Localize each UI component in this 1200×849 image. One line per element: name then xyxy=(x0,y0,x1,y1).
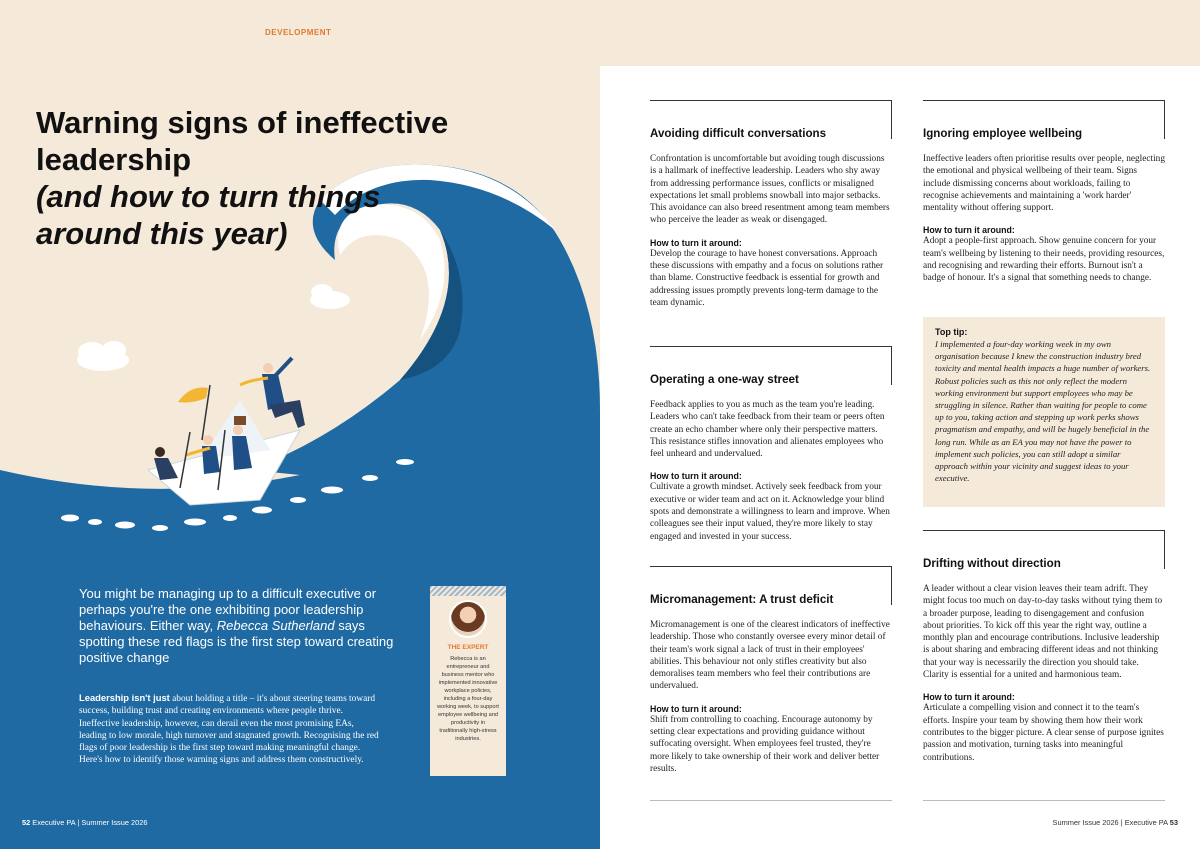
column-end-rule xyxy=(650,800,892,801)
article-column-right-2 xyxy=(923,530,1165,764)
intro-standfirst xyxy=(79,586,399,666)
folio-right-text: Summer Issue 2026 | Executive PA xyxy=(1052,818,1168,827)
section-body: A leader without a clear vision leaves their team adrift. They might focus too much on day-to-day tasks without tying them to a broader purpose, leading to disengagement and confusion about priorities. To kick off this year the right way, outline a monthly plan and encourage contributions. Inclusive leadership is about sharing and embracing different ideas and not thinking that your way is necessarily the direction you should take. Clarity is essential for a united and harmonious team. xyxy=(923,584,1163,681)
section-heading: Operating a one-way street xyxy=(650,373,799,386)
how-text: Develop the courage to have honest conversations. Approach these discussions with empathy and a focus on solutions rather than blame. Constructive feedback is essential for growth and addressing issues promptly prevents long-term damage to the team dynamic. xyxy=(650,248,884,308)
section-tag: DEVELOPMENT xyxy=(265,28,332,37)
flag-icon xyxy=(178,385,210,440)
article-column-left-2 xyxy=(650,346,892,543)
cloud-icon xyxy=(77,284,350,371)
section-heading: Ignoring employee wellbeing xyxy=(923,127,1083,140)
folio-right-page: 53 xyxy=(1169,818,1178,827)
how-text: Articulate a compelling vision and connect it to the team's efforts. Inspire your team by showing them how their work contributes to the bigger picture. A clear sense of purpose ignites passion and motivation, turning tasks into meaningful contributions. xyxy=(923,703,1164,763)
folio-left-page: 52 xyxy=(22,818,31,827)
briefcase-icon xyxy=(234,416,246,425)
intro-author: Rebecca Sutherland xyxy=(216,618,335,633)
how-label: How to turn it around: xyxy=(923,692,1015,703)
how-label: How to turn it around: xyxy=(650,703,742,714)
avatar xyxy=(449,600,487,638)
page-title xyxy=(36,104,456,252)
how-label: How to turn it around: xyxy=(923,225,1015,236)
section-rule xyxy=(650,346,892,386)
how-label: How to turn it around: xyxy=(650,471,742,482)
section-rule xyxy=(650,100,892,140)
section-rule xyxy=(923,530,1165,570)
section-micromanagement xyxy=(650,566,892,775)
top-tip-text: I implemented a four-day working week in my own organisation because I knew the construction industry bred toxicity and mental health impacts a huge number of workers. Robust policies such as this not only reflect the modern working environment but support employees who may be struggling in silence. Rather than waiting for people to come up to you, taking action and stepping up work perks shows pragmatism and empathy, and will be hugely beneficial in the long run. While as an EA you may not have the power to implement such policies, you can still adopt a similar approach within your vicinity and suggest ideas to your executive. xyxy=(935,339,1151,484)
section-body: Micromanagement is one of the clearest indicators of ineffective leadership. Those who constantly oversee every minor detail of their team's work signal a lack of trust in their employees' abilities. This behaviour not only stifles creativity but also demoralises team members who feel their contributions are undervalued. xyxy=(650,620,890,692)
headline-italic: (and how to turn things around this year) xyxy=(36,179,381,251)
section-heading: Avoiding difficult conversations xyxy=(650,127,827,140)
body-lead: Leadership isn't just xyxy=(79,692,170,703)
intro-part1: You might be managing up to a difficult executive or perhaps you're the one exhibiting poor leadership behaviours. Either way, xyxy=(79,586,377,633)
how-text: Shift from controlling to coaching. Encourage autonomy by setting clear expectations and providing guidance without suffocating oversight. When employees feel trusted, they're more likely to take ownership of their work and deliver better results. xyxy=(650,714,880,774)
how-label: How to turn it around: xyxy=(650,237,742,248)
article-column-left xyxy=(650,100,892,309)
headline-main: Warning signs of ineffective leadership xyxy=(36,105,449,177)
section-heading: Drifting without direction xyxy=(923,557,1061,570)
expert-label: THE EXPERT xyxy=(447,644,489,651)
section-avoiding-difficult-conversations xyxy=(650,100,892,309)
section-rule xyxy=(923,100,1165,140)
folio-left-text: Executive PA | Summer Issue 2026 xyxy=(32,818,148,827)
section-drifting-without-direction xyxy=(923,530,1165,764)
column-end-rule xyxy=(923,800,1165,801)
section-body: Feedback applies to you as much as the team you're leading. Leaders who can't take feedback from their team or peers often create an echo chamber where only their perspective matters. This resistance stifles innovation and alienates employees who feel unheard and undervalued. xyxy=(650,400,885,460)
expert-bio: Rebecca is an entrepreneur and business mentor who implemented innovative workplace policies, including a four-day working week, to support employee wellbeing and productivity in traditionally high-stress industries. xyxy=(437,656,499,742)
folio-right xyxy=(1053,818,1178,827)
article-column-left-3 xyxy=(650,566,892,775)
top-tip-box xyxy=(923,317,1165,507)
intro-body xyxy=(79,692,379,767)
section-body: Ineffective leaders often prioritise results over people, neglecting the emotional and physical wellbeing of their team. Signs include dismissing concerns about workloads, failing to recognise achievements and maintaining a 'work harder' mentality without offering support. xyxy=(923,154,1165,214)
section-rule xyxy=(650,566,892,606)
folio-left xyxy=(22,818,147,827)
top-tip-label: Top tip: xyxy=(935,327,968,337)
expert-card-stripes xyxy=(430,586,506,596)
how-text: Adopt a people-first approach. Show genuine concern for your team's wellbeing by listening to their needs, providing resources, and recognising and rewarding their efforts. Burnout isn't a badge of honour. It's a signal that something needs to change. xyxy=(923,236,1165,284)
expert-card xyxy=(430,586,506,776)
section-body: Confrontation is uncomfortable but avoiding tough discussions is a hallmark of ineffective leadership. Leaders who shy away from addressing performance issues, conflicts or misaligned expectations let small problems snowball into major setbacks. This avoidance can also breed resentment among team members who perceive the leader as weak or disengaged. xyxy=(650,154,890,226)
right-page xyxy=(600,66,1200,849)
section-heading: Micromanagement: A trust deficit xyxy=(650,593,834,606)
section-ignoring-employee-wellbeing xyxy=(923,100,1165,285)
how-text: Cultivate a growth mindset. Actively seek feedback from your executive or wider team and act on it. Acknowledge your blind spots and demonstrate a willingness to learn and improve. When colleagues see their input valued, they're more likely to stay engaged and invested in your success. xyxy=(650,482,890,542)
body-text: about holding a title – it's about steering teams toward success, building trust and creating environments where people thrive. Ineffective leadership, however, can derail even the most promising EAs, leading to low morale, high turnover and stagnated growth. Recognising the red flags of poor leadership is the first step toward making meaningful change. Here's how to identify those warning signs and address them constructively. xyxy=(79,694,379,766)
section-operating-one-way-street xyxy=(650,346,892,543)
article-column-right xyxy=(923,100,1165,285)
intro-part2: says spotting these red flags is the first step toward creating positive change xyxy=(79,618,394,665)
